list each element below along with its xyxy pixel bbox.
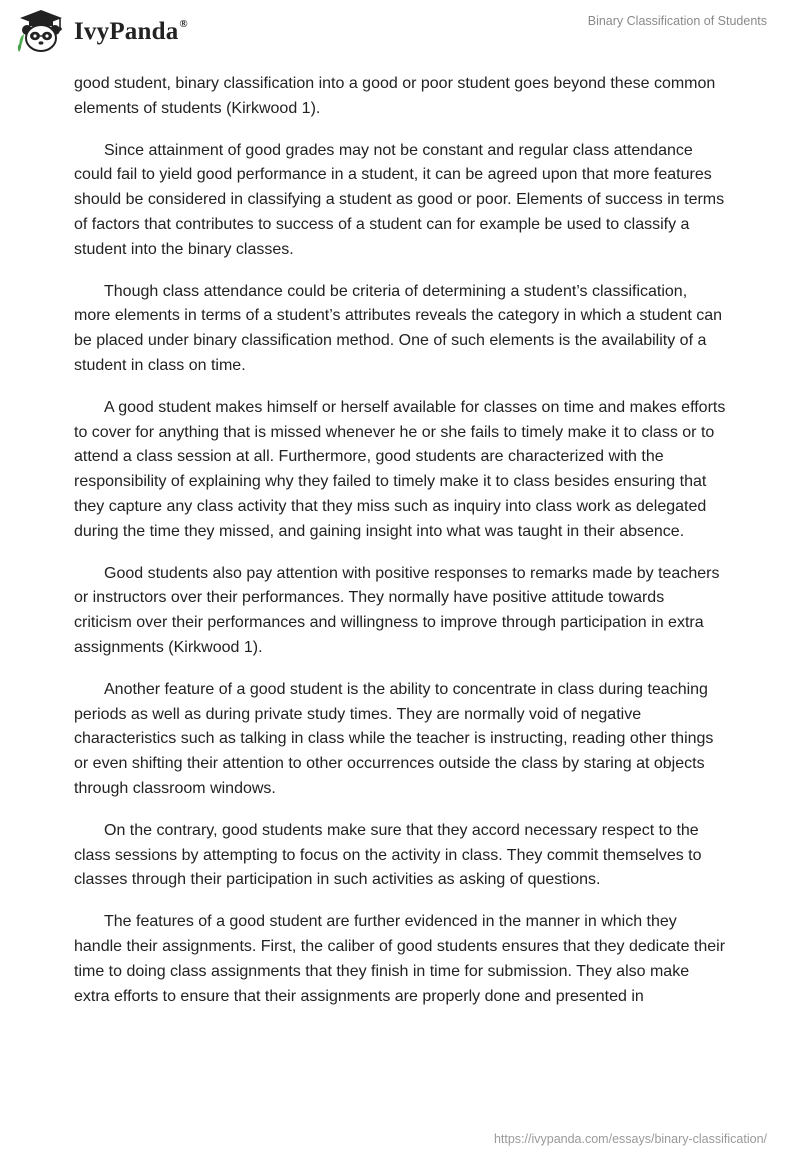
paragraph: On the contrary, good students make sure that they accord necessary respect to the class sessions by attempting to focus on the activity in class. They commit themselves to classes through their participation in such activities as asking of questions. bbox=[74, 821, 702, 889]
panda-graduate-logo-icon bbox=[16, 8, 66, 54]
paragraph: Though class attendance could be criteria of determining a student’s classification, more elements in terms of a student’s attributes reveals the category in which a student can be placed under binary classification method. One of such elements is the availability of a student in class on time. bbox=[74, 282, 723, 374]
ivypanda-logo[interactable] bbox=[16, 8, 188, 54]
source-url[interactable]: https://ivypanda.com/essays/binary-classification/ bbox=[493, 1132, 767, 1146]
essay-body bbox=[74, 72, 726, 1026]
paragraph: Another feature of a good student is the ability to concentrate in class during teaching periods as well as during private study times. They are normally void of negative characteristics such as talking in class while the teacher is instructing, reading other things or even shifting their attention to other occurrences outside the class by staring at objects through classroom windows. bbox=[74, 680, 714, 797]
brand-name-text: IvyPanda bbox=[74, 18, 179, 45]
paragraph: The features of a good student are further evidenced in the manner in which they handle their assignments. First, the caliber of good students ensures that they dedicate their time to doing class assignments that they finish in time for submission. They also make extra efforts to ensure that their assignments are properly done and presented in bbox=[74, 913, 726, 1005]
brand-name bbox=[74, 18, 188, 46]
registered-mark: ® bbox=[179, 17, 188, 30]
paragraph: Good students also pay attention with positive responses to remarks made by teachers or instructors over their performances. They normally have positive attitude towards criticism over their performances and willingness to improve through participation in extra assignments (Kirkwood 1). bbox=[74, 564, 720, 656]
document-title: Binary Classification of Students bbox=[587, 14, 767, 28]
page-header bbox=[0, 0, 800, 64]
paragraph-continued: good student, binary classification into a good or poor student goes beyond these common elements of students (Kirkwood 1). bbox=[74, 75, 716, 117]
paragraph: Since attainment of good grades may not be constant and regular class attendance could fail to yield good performance in a student, it can be agreed upon that more features should be considered in classifying a student as good or poor. Elements of success in terms of factors that contributes to success of a student can for example be used to classify a student into the binary classes. bbox=[74, 141, 725, 258]
paragraph: A good student makes himself or herself available for classes on time and makes efforts to cover for anything that is missed whenever he or she fails to timely make it to class or to attend a class session at all. Furthermore, good students are characterized with the responsibility of explaining why they failed to timely make it to class besides ensuring that they capture any class activity that they miss such as inquiry into class work as delegated during the time they missed, and gaining insight into what was taught in their absence. bbox=[74, 398, 726, 540]
